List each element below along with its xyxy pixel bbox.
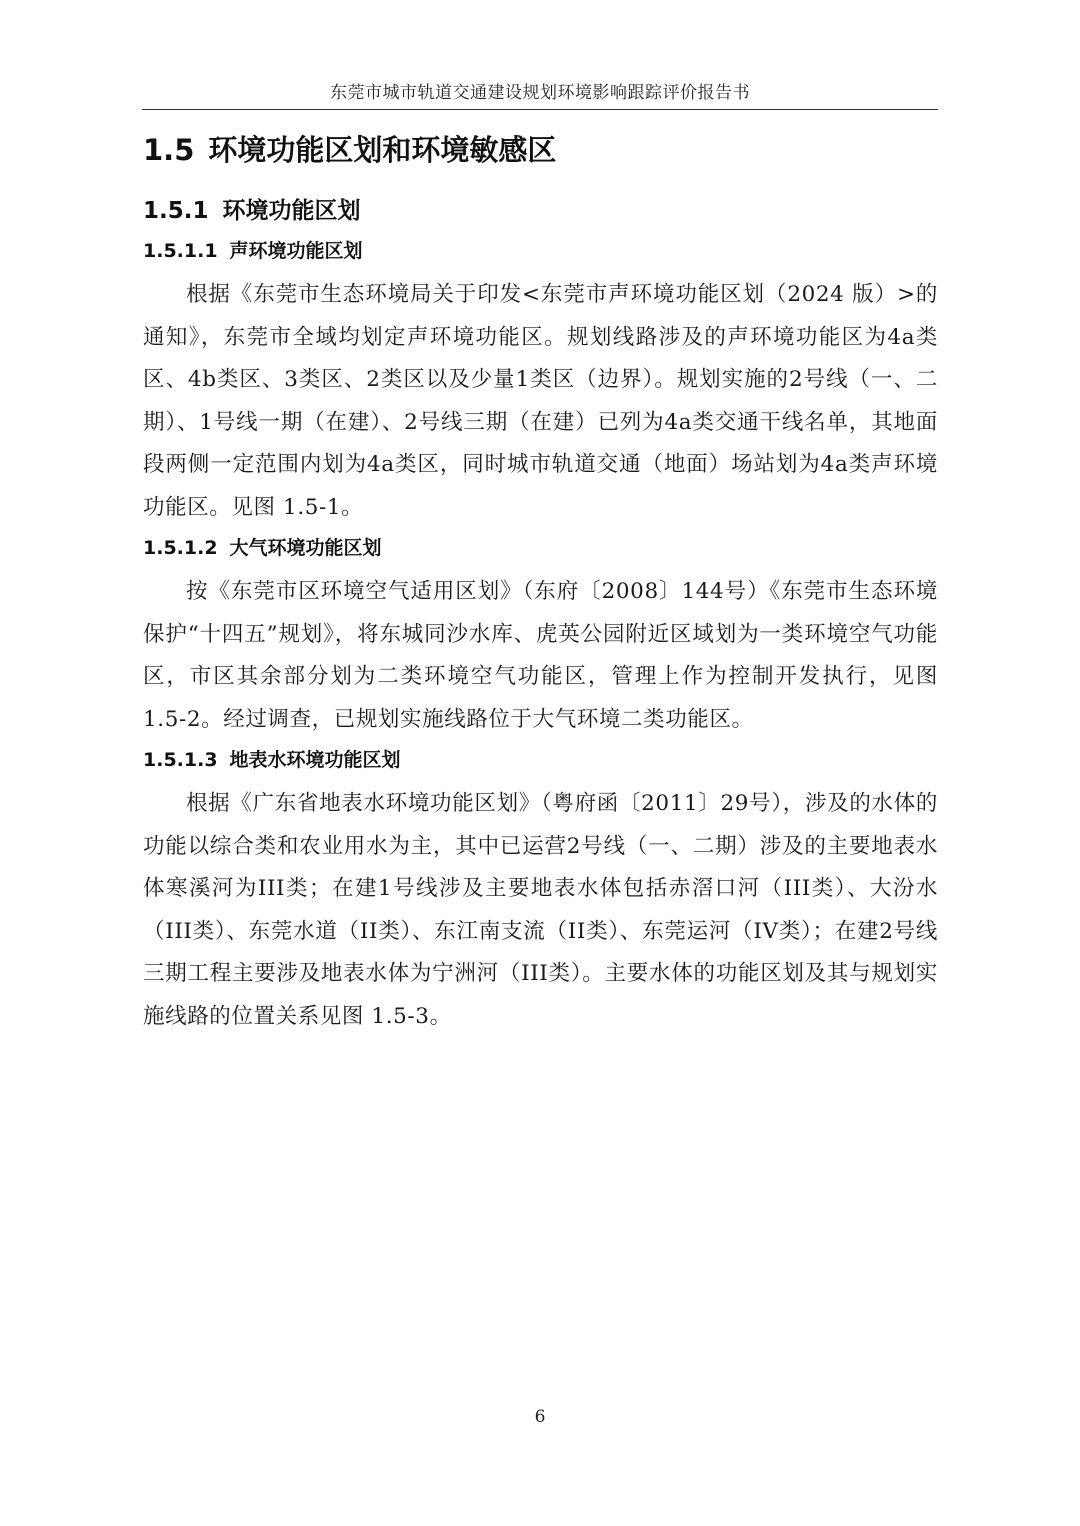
page-header: 东莞市城市轨道交通建设规划环境影响跟踪评价报告书	[142, 78, 938, 110]
section-number: 1.5	[143, 133, 195, 167]
document-body	[143, 130, 938, 1038]
section-heading	[143, 130, 938, 170]
subsection-heading	[143, 194, 938, 228]
paragraph-surface-water-zoning: 根据《广东省地表水环境功能区划》（粤府函〔2011〕29号），涉及的水体的功能以综合类和农业用水为主，其中已运营2号线（一、二期）涉及的主要地表水体寒溪河为III类；在建1号线涉及主要地表水体包括赤滘口河（III类）、大汾水（III类）、东莞水道（II类）、东江南支流（II类）、东莞运河（IV类）；在建2号线三期工程主要涉及地表水体为宁洲河（III类）。主要水体的功能区划及其与规划实施线路的位置关系见图 1.5-3。	[143, 791, 938, 1029]
heading-noise-zoning	[143, 236, 938, 266]
heading-title: 声环境功能区划	[229, 240, 363, 262]
heading-number: 1.5.1.2	[143, 537, 218, 559]
paragraph-air-zoning: 按《东莞市区环境空气适用区划》（东府〔2008〕144号）《东莞市生态环境保护“十四五”规划》，将东城同沙水库、虎英公园附近区域划为一类环境空气功能区，市区其余部分划为二类环境空气功能区，管理上作为控制开发执行，见图 1.5-2。经过调查，已规划实施线路位于大气环境二类功能区。	[143, 579, 938, 732]
paragraph-noise-zoning: 根据《东莞市生态环境局关于印发<东莞市声环境功能区划（2024 版）>的通知》，东莞市全域均划定声环境功能区。规划线路涉及的声环境功能区为4a类区、4b类区、3类区、2类区以及少量1类区（边界）。规划实施的2号线（一、二期）、1号线一期（在建）、2号线三期（在建）已列为4a类交通干线名单，其地面段两侧一定范围内划为4a类区，同时城市轨道交通（地面）场站划为4a类声环境功能区。见图 1.5-1。	[143, 282, 938, 520]
subsection-number: 1.5.1	[143, 198, 209, 224]
heading-title: 大气环境功能区划	[229, 537, 382, 559]
heading-surface-water-zoning	[143, 745, 938, 775]
page-number: 6	[534, 1407, 546, 1427]
heading-title: 地表水环境功能区划	[229, 749, 401, 771]
subsection-title: 环境功能区划	[222, 198, 361, 224]
heading-number: 1.5.1.1	[143, 240, 218, 262]
heading-air-zoning	[143, 533, 938, 563]
section-title: 环境功能区划和环境敏感区	[208, 133, 557, 167]
heading-number: 1.5.1.3	[143, 749, 218, 771]
